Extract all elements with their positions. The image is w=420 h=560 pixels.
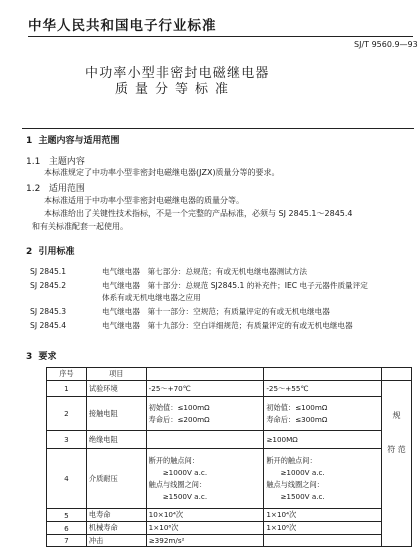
requirements-table bbox=[46, 367, 412, 547]
column-header: 序号 bbox=[47, 368, 87, 381]
reference-list bbox=[30, 266, 415, 346]
ministry-header: 中华人民共和国电子行业标准 bbox=[28, 18, 217, 34]
column-header bbox=[264, 368, 382, 381]
column-header bbox=[382, 368, 412, 381]
section-1-2-text-2: 本标准给出了关键性技术指标，不是一个完整的产品标准，必须与 SJ 2845.1～2845.4 bbox=[44, 209, 353, 218]
table-row: 3 绝缘电阻 ≥100MΩ bbox=[47, 431, 412, 449]
section-1-2-text-1: 本标准适用于中功率小型非密封电磁继电器的质量分等。 bbox=[44, 196, 244, 205]
reference-item: SJ 2845.4 电气继电器 第十九部分：空白详细规范；有质量评定的有或无机电继电器 bbox=[30, 321, 353, 330]
reference-item: SJ 2845.3 电气继电器 第十一部分：空规范；有质量评定的有或无机电继电器 bbox=[30, 307, 330, 316]
table-row: 6 机械寿命 1×10⁶次 1×10⁶次 bbox=[47, 522, 412, 535]
reference-item: SJ 2845.1 电气继电器 第七部分：总规范；有或无机电继电器测试方法 bbox=[30, 267, 308, 276]
table-row: 5 电寿命 10×10⁴次 1×10⁴次 bbox=[47, 509, 412, 522]
reference-item: SJ 2845.2 电气继电器 第十部分：总规范 SJ2845.1 的补充件；IEC 电子元器件质量评定 体系有或无机电继电器之应用 bbox=[30, 281, 368, 302]
remark-cell: 规 符 范 bbox=[382, 381, 412, 547]
section-1-1-text: 本标准规定了中功率小型非密封电磁继电器(JZX)质量分等的要求。 bbox=[44, 168, 280, 177]
document-subtitle: 质量分等标准 bbox=[115, 82, 236, 97]
standard-number: SJ/T 9560.9—93 bbox=[354, 40, 418, 49]
table-row: 1 试验环境 -25～+70℃ -25～+55℃ 规 符 范 bbox=[47, 381, 412, 397]
table-row: 2 接触电阻 初始值：≤100mΩ 寿命后：≤200mΩ 初始值：≤100mΩ 寿命后：≤300mΩ bbox=[47, 397, 412, 431]
document-title: 中功率小型非密封电磁继电器 bbox=[85, 66, 270, 81]
table-row: 7 冲击 ≥392m/s² bbox=[47, 535, 412, 547]
table-row: 4 介质耐压 断开的触点间： ≥1000V a.c. 触点与线圈之间： ≥1500V a.c. 断开的触点间： ≥1000V a.c. 触点与线圈之间： ≥1500V a.c. bbox=[47, 449, 412, 509]
column-header bbox=[146, 368, 264, 381]
header-rule bbox=[28, 36, 413, 37]
section-3-heading: 3 要求 bbox=[26, 352, 57, 362]
title-rule bbox=[22, 128, 414, 129]
table-header-row bbox=[47, 368, 412, 381]
column-header: 项目 bbox=[86, 368, 146, 381]
section-1-heading: 1 主题内容与适用范围 bbox=[26, 136, 120, 146]
section-1-2-text-3: 和有关标准配套一起使用。 bbox=[32, 222, 128, 231]
section-2-heading: 2 引用标准 bbox=[26, 247, 75, 257]
section-1-2-heading: 1.2 适用范围 bbox=[26, 184, 85, 194]
section-1-1-heading: 1.1 主题内容 bbox=[26, 157, 85, 167]
